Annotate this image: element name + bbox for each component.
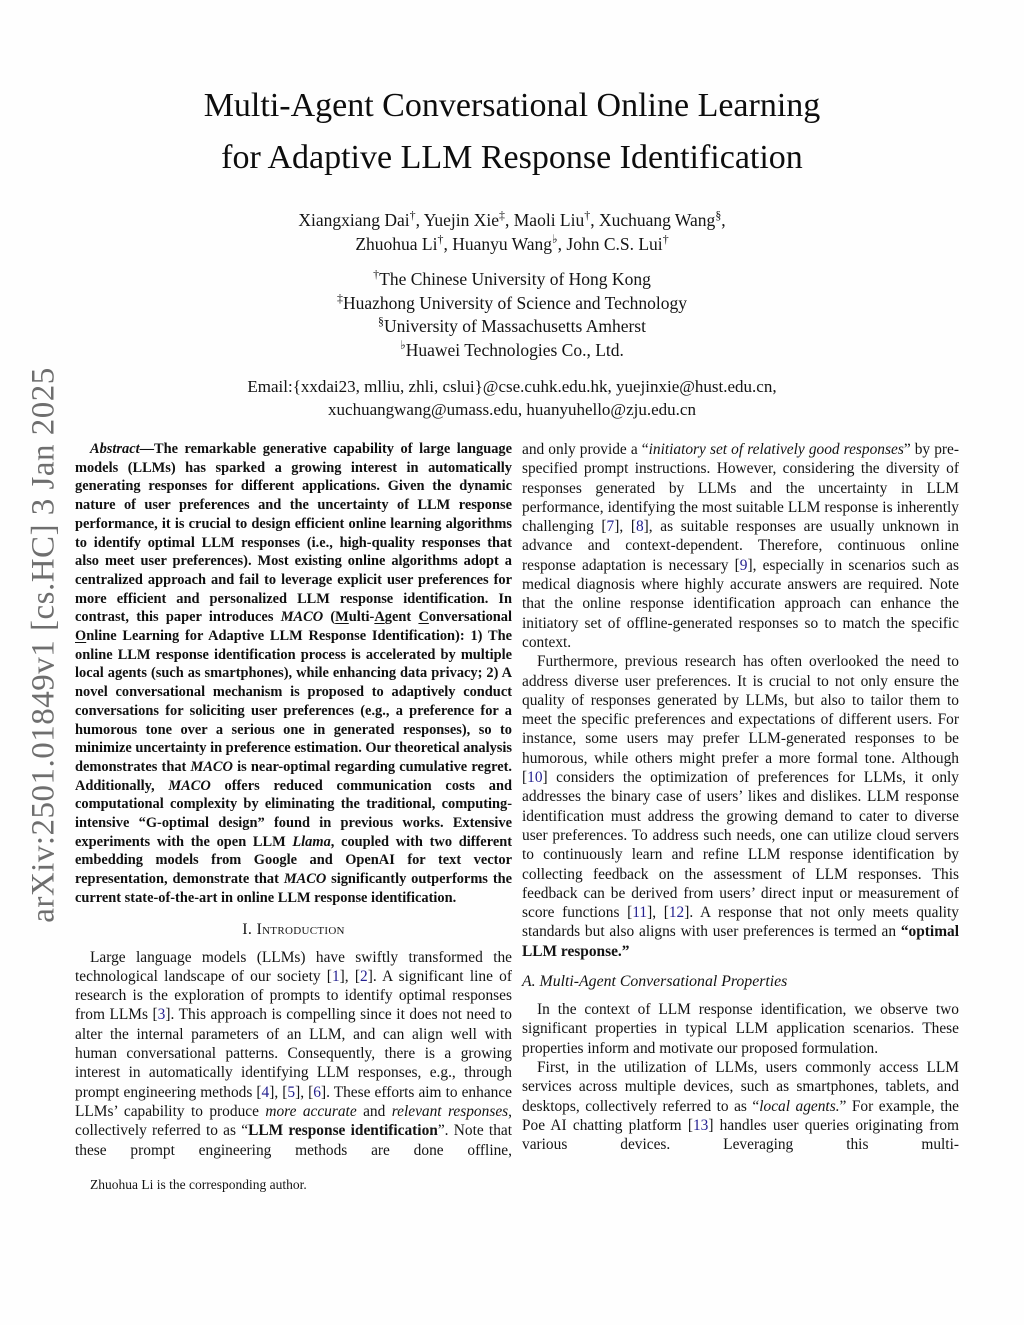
affiliation-line-2 bbox=[0, 292, 1024, 316]
text-segment: The Chinese University of Hong Kong bbox=[379, 269, 651, 289]
citation-link[interactable]: 10 bbox=[527, 769, 543, 787]
text-segment: ], [ bbox=[339, 967, 360, 985]
text-segment: ” by pre-specified prompt instructions. However, considering the diversity of responses generated by LLMs and the uncertainty in LLM performance, identifying the most suitable LLM response is inherently challenging [ bbox=[522, 441, 959, 536]
text-segment: ], [ bbox=[295, 1083, 314, 1101]
text-segment: ]. A response that not only meets quality standards but also aligns with user preferences is termed an bbox=[522, 904, 959, 941]
text-segment: First, in the utilization of LLMs, users commonly access LLM services across multiple devices, such as smartphones, tablets, and desktops, collectively referred to as “ bbox=[522, 1058, 959, 1115]
text-segment: gent bbox=[384, 609, 419, 626]
abstract-paragraph bbox=[75, 440, 512, 908]
text-segment: and bbox=[356, 1102, 392, 1120]
text-segment: Llama bbox=[292, 833, 331, 850]
text-segment: offers reduced communication costs and computational complexity by eliminating the traditional, computing-intensive “G-optimal design” found in previous works. Extensive experiments with the open LLM bbox=[75, 777, 512, 850]
author-block bbox=[0, 208, 1024, 256]
text-segment: ], [ bbox=[269, 1083, 288, 1101]
text-segment: M bbox=[335, 609, 349, 626]
text-segment: more accurate bbox=[265, 1102, 357, 1120]
text-segment: MACO bbox=[283, 871, 327, 888]
intro-paragraph-3 bbox=[522, 652, 959, 961]
arxiv-watermark: arXiv:2501.01849v1 [cs.HC] 3 Jan 2025 bbox=[25, 367, 62, 923]
text-segment: C bbox=[418, 609, 429, 626]
text-segment: ], [ bbox=[614, 518, 636, 536]
text-segment: Furthermore, previous research has often overlooked the need to address diverse user preferences. It is crucial to not only ensure the quality of responses generated by LLMs, but also to tailor them to meet the specific preferences and expectations of different users. For instance, some users may prefer LLM-generated responses to be humorous, while others might prefer a more formal tone. Although [ bbox=[522, 653, 959, 787]
text-segment: Xiangxiang Dai bbox=[298, 210, 410, 230]
section-heading-introduction bbox=[75, 921, 512, 939]
text-segment: MACO bbox=[168, 777, 211, 794]
affiliation-line-1 bbox=[0, 268, 1024, 292]
text-segment: † bbox=[373, 267, 380, 282]
text-segment: ulti- bbox=[348, 609, 375, 626]
citation-link[interactable]: 1 bbox=[331, 967, 340, 985]
text-segment: † bbox=[584, 208, 591, 223]
email-line-2: xuchuangwang@umass.edu, huanyuhello@zju.edu.cn bbox=[328, 399, 696, 419]
text-segment: , Huanyu Wang bbox=[443, 234, 553, 254]
email-line-1: Email:{xxdai23, mlliu, zhli, cslui}@cse.cuhk.edu.hk, yuejinxie@hust.edu.cn, bbox=[247, 377, 777, 396]
intro-paragraph-1 bbox=[75, 948, 512, 1160]
author-line-1 bbox=[0, 208, 1024, 232]
citation-link[interactable]: 2 bbox=[360, 967, 368, 985]
text-segment: MACO bbox=[190, 758, 233, 775]
citation-link[interactable]: 6 bbox=[313, 1083, 321, 1101]
text-segment: , collectively referred to as “ bbox=[75, 1102, 512, 1140]
text-segment: “optimal LLM response.” bbox=[522, 923, 959, 960]
citation-link[interactable]: 5 bbox=[287, 1083, 296, 1101]
citation-link[interactable]: 9 bbox=[739, 556, 748, 574]
text-segment: In the context of LLM response identification, we observe two significant properties in typical LLM application scenarios. These properties inform and motivate our proposed formulation. bbox=[522, 1001, 959, 1057]
text-segment: , Xuchuang Wang bbox=[590, 210, 716, 230]
text-segment: onversational bbox=[428, 609, 512, 626]
citation-link[interactable]: 13 bbox=[692, 1116, 709, 1134]
text-segment: Huawei Technologies Co., Ltd. bbox=[405, 339, 624, 360]
section-title: Introduction bbox=[256, 920, 345, 938]
text-segment: ( bbox=[323, 609, 336, 626]
text-segment: local agents. bbox=[759, 1097, 840, 1115]
text-segment: , coupled with two different embedding models from Google and OpenAI for text vector representation, demonstrate that bbox=[75, 833, 512, 888]
text-segment: ], [ bbox=[647, 904, 669, 922]
corresponding-author-footnote: Zhuohua Li is the corresponding author. bbox=[90, 1176, 307, 1192]
citation-link[interactable]: 4 bbox=[261, 1083, 270, 1101]
affiliation-line-3 bbox=[0, 315, 1024, 339]
text-segment: relevant responses bbox=[391, 1102, 509, 1120]
subsection-a-paragraph-2 bbox=[522, 1058, 959, 1154]
text-segment: ] handles user queries originating from various devices. Leveraging this multi- bbox=[522, 1116, 959, 1154]
text-segment: Zhuohua Li bbox=[355, 234, 438, 254]
citation-link[interactable]: 11 bbox=[632, 904, 648, 922]
text-segment: † bbox=[437, 232, 444, 247]
affiliation-line-4 bbox=[0, 339, 1024, 363]
text-segment: Huazhong University of Science and Technology bbox=[342, 292, 687, 313]
paper-title bbox=[0, 80, 1024, 184]
text-segment: ] considers the optimization of preferences for LLMs, it only addresses the binary case of users’ likes and dislikes. LLM response identification must address the growing demand to cater to diverse user preferences. To address such needs, one can utilize cloud servers to continuously learn and refine LLM response identification by collecting feedback on the assessment of LLM responses. This feedback can be derived from users’ direct input or measurement of score functions [ bbox=[522, 769, 959, 922]
text-segment: is near-optimal regarding cumulative regret. Additionally, bbox=[75, 758, 512, 794]
text-segment: and only provide a “ bbox=[522, 441, 649, 458]
text-segment: ‡ bbox=[337, 290, 343, 305]
text-segment: Abstract bbox=[90, 441, 140, 457]
text-segment: MACO bbox=[280, 609, 324, 626]
text-segment: ], especially in scenarios such as medical diagnosis where highly accurate answers are required. Note that the online response identification approach can enhance the initiatory set of offline-generated responses so to match the specific context. bbox=[522, 556, 959, 651]
text-segment: ]. These efforts aim to enhance LLMs’ capability to produce bbox=[75, 1083, 513, 1120]
text-segment: nline Learning for Adaptive LLM Response Identification): 1) The online LLM response identification process is accelerated by multiple local agents (such as smartphones), while enhancing data privacy; 2) A novel conversational mechanism is proposed to adaptively conduct conversations for soliciting user preferences (e.g., a preference for a humorous tone over a serious one in generated responses), so to minimize uncertainty in preference estimation. Our theoretical analysis demonstrates that bbox=[75, 628, 512, 775]
text-segment: LLM response identification bbox=[248, 1122, 438, 1140]
text-segment: ” For example, the Poe AI chatting platform [ bbox=[522, 1097, 959, 1134]
text-segment: † bbox=[409, 208, 416, 223]
text-segment: significantly outperforms the current state-of-the-art in online LLM response identification. bbox=[75, 871, 512, 906]
subsection-heading-multi-agent-conversational-properties: A. Multi-Agent Conversational Properties bbox=[522, 973, 788, 991]
text-segment: ♭ bbox=[552, 232, 558, 247]
left-column bbox=[75, 440, 512, 1193]
section-number: I. bbox=[242, 920, 253, 938]
paper-header bbox=[0, 80, 1024, 421]
text-segment: § bbox=[378, 314, 384, 329]
citation-link[interactable]: 12 bbox=[668, 904, 685, 922]
text-segment: ]. A significant line of research is the exploration of prompts to identify optimal responses from LLMs [ bbox=[75, 967, 512, 1024]
text-segment: ”. Note that these prompt engineering methods are done offline, bbox=[75, 1122, 512, 1159]
email-block bbox=[0, 376, 1024, 421]
text-segment: § bbox=[715, 208, 722, 223]
text-segment: , John C.S. Lui bbox=[557, 234, 663, 254]
text-segment: , Yuejin Xie bbox=[415, 210, 500, 230]
text-segment: ‡ bbox=[499, 208, 505, 223]
text-segment: † bbox=[662, 232, 669, 247]
two-column-body bbox=[75, 440, 959, 1193]
text-segment: —The remarkable generative capability of large language models (LLMs) has sparked a growing interest in automatically generating responses for different applications. Given the dynamic nature of user preferences and the uncertainty of LLM response performance, it is crucial to design efficient online learning algorithms to identify optimal LLM responses (i.e., high-quality responses that also meet user preferences). Most existing online algorithms adopt a centralized approach and fail to leverage explicit user preferences for more efficient and personalized LLM response identification. In contrast, this paper introduces bbox=[75, 441, 512, 626]
text-segment: , bbox=[721, 210, 726, 230]
text-segment: ]. This approach is compelling since it does not need to alter the internal parameters of an LLM, and can align well with human conversational patterns. Consequently, there is a growing interest in automatically identifying LLM responses, e.g., through prompt engineering methods [ bbox=[75, 1006, 512, 1101]
subsection-a-paragraph-1 bbox=[522, 1000, 959, 1058]
intro-paragraph-2 bbox=[522, 440, 959, 652]
text-segment: ♭ bbox=[400, 337, 406, 352]
right-column bbox=[522, 440, 959, 1193]
text-segment: ], as suitable responses are usually unknown in advance and context-dependent. Therefore, continuous online response adaptation is necessary [ bbox=[522, 518, 959, 574]
paper-title-line2: for Adaptive LLM Response Identification bbox=[221, 139, 803, 176]
citation-link[interactable]: 8 bbox=[635, 518, 644, 536]
affiliation-block bbox=[0, 268, 1024, 362]
text-segment: University of Massachusetts Amherst bbox=[383, 316, 646, 336]
text-segment: A bbox=[374, 609, 385, 626]
citation-link[interactable]: 7 bbox=[606, 518, 615, 536]
citation-link[interactable]: 3 bbox=[157, 1006, 166, 1024]
author-line-2 bbox=[0, 232, 1024, 256]
text-segment: Large language models (LLMs) have swiftly transformed the technological landscape of our society [ bbox=[75, 948, 512, 985]
text-segment: initiatory set of relatively good responses bbox=[648, 441, 904, 458]
text-segment: O bbox=[75, 628, 87, 645]
paper-title-line1: Multi-Agent Conversational Online Learning bbox=[203, 87, 821, 124]
text-segment: , Maoli Liu bbox=[505, 210, 585, 230]
